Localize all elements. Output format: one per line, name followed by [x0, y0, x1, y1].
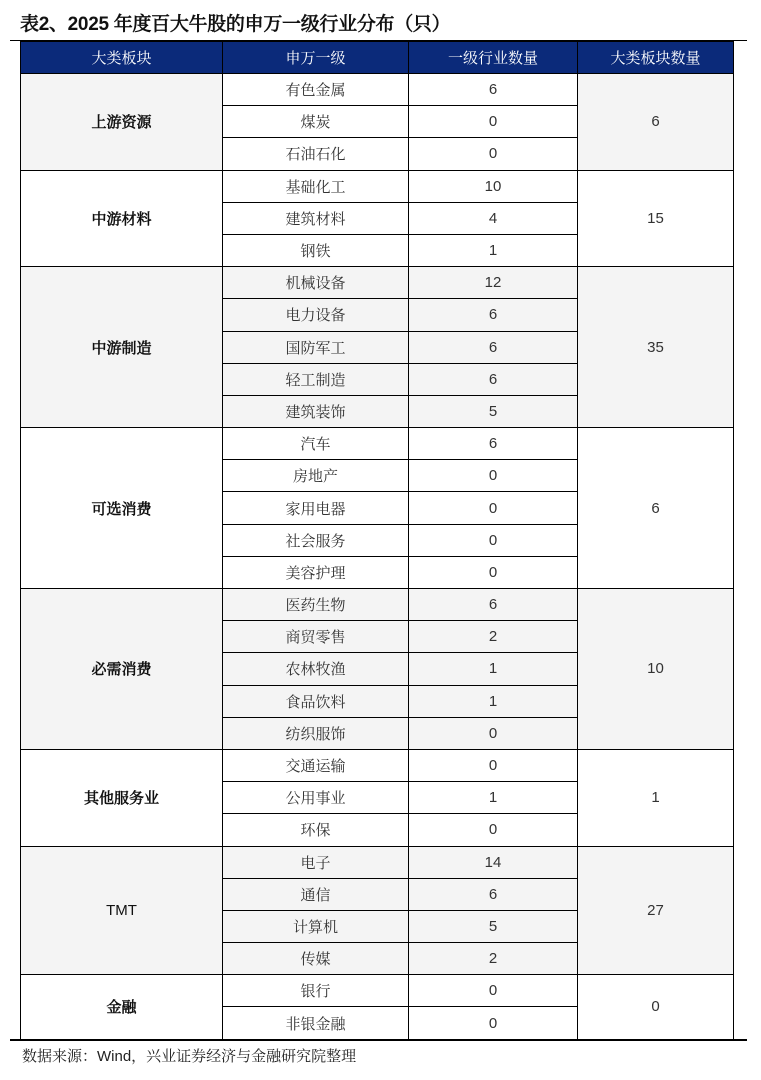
industry-count-cell: 4 — [409, 202, 578, 234]
header-row — [21, 42, 734, 74]
industry-count-cell: 0 — [409, 1007, 578, 1039]
industry-count-cell: 0 — [409, 492, 578, 524]
sector-name-cell: 中游制造 — [21, 267, 223, 428]
table-row — [21, 170, 734, 202]
sector-name-cell: 金融 — [21, 975, 223, 1039]
table-row — [21, 975, 734, 1007]
industry-count-cell: 0 — [409, 524, 578, 556]
industry-name-cell: 电子 — [223, 846, 409, 878]
sector-name-cell: TMT — [21, 846, 223, 975]
industry-count-cell: 1 — [409, 234, 578, 266]
industry-count-cell: 6 — [409, 878, 578, 910]
industry-name-cell: 公用事业 — [223, 782, 409, 814]
sector-name-cell: 上游资源 — [21, 74, 223, 171]
industry-name-cell: 农林牧渔 — [223, 653, 409, 685]
industry-count-cell: 6 — [409, 363, 578, 395]
industry-count-cell: 2 — [409, 943, 578, 975]
sector-count-cell: 6 — [578, 74, 734, 171]
industry-count-cell: 6 — [409, 299, 578, 331]
industry-count-cell: 5 — [409, 395, 578, 427]
industry-count-cell: 6 — [409, 74, 578, 106]
table-row — [21, 267, 734, 299]
industry-name-cell: 建筑材料 — [223, 202, 409, 234]
industry-name-cell: 交通运输 — [223, 749, 409, 781]
industry-name-cell: 商贸零售 — [223, 621, 409, 653]
industry-count-cell: 0 — [409, 556, 578, 588]
industry-name-cell: 计算机 — [223, 910, 409, 942]
industry-name-cell: 家用电器 — [223, 492, 409, 524]
industry-count-cell: 12 — [409, 267, 578, 299]
table-row — [21, 74, 734, 106]
industry-name-cell: 银行 — [223, 975, 409, 1007]
industry-name-cell: 建筑装饰 — [223, 395, 409, 427]
industry-name-cell: 电力设备 — [223, 299, 409, 331]
industry-name-cell: 有色金属 — [223, 74, 409, 106]
industry-name-cell: 环保 — [223, 814, 409, 846]
industry-name-cell: 基础化工 — [223, 170, 409, 202]
industry-name-cell: 轻工制造 — [223, 363, 409, 395]
industry-name-cell: 煤炭 — [223, 106, 409, 138]
sector-count-cell: 35 — [578, 267, 734, 428]
industry-count-cell: 6 — [409, 589, 578, 621]
industry-name-cell: 美容护理 — [223, 556, 409, 588]
industry-name-cell: 医药生物 — [223, 589, 409, 621]
industry-name-cell: 汽车 — [223, 428, 409, 460]
table-title: 表2、2025 年度百大牛股的申万一级行业分布（只） — [20, 14, 451, 35]
industry-count-cell: 0 — [409, 106, 578, 138]
source-note: 数据来源：Wind，兴业证券经济与金融研究院整理 — [22, 1048, 357, 1065]
header-sw-level1: 申万一级 — [223, 42, 409, 74]
sector-name-cell: 中游材料 — [21, 170, 223, 267]
sector-name-cell: 可选消费 — [21, 428, 223, 589]
industry-name-cell: 钢铁 — [223, 234, 409, 266]
industry-count-cell: 2 — [409, 621, 578, 653]
table-row — [21, 846, 734, 878]
industry-name-cell: 食品饮料 — [223, 685, 409, 717]
industry-count-cell: 1 — [409, 653, 578, 685]
industry-name-cell: 机械设备 — [223, 267, 409, 299]
industry-count-cell: 1 — [409, 782, 578, 814]
industry-name-cell: 纺织服饰 — [223, 717, 409, 749]
industry-count-cell: 0 — [409, 138, 578, 170]
industry-name-cell: 社会服务 — [223, 524, 409, 556]
industry-name-cell: 石油石化 — [223, 138, 409, 170]
industry-name-cell: 非银金融 — [223, 1007, 409, 1039]
sector-count-cell: 0 — [578, 975, 734, 1039]
industry-count-cell: 6 — [409, 428, 578, 460]
sector-name-cell: 必需消费 — [21, 589, 223, 750]
table-row — [21, 589, 734, 621]
header-sector: 大类板块 — [21, 42, 223, 74]
header-level1-count: 一级行业数量 — [409, 42, 578, 74]
industry-count-cell: 0 — [409, 460, 578, 492]
header-sector-count: 大类板块数量 — [578, 42, 734, 74]
industry-count-cell: 5 — [409, 910, 578, 942]
table-row — [21, 428, 734, 460]
sector-name-cell: 其他服务业 — [21, 749, 223, 846]
industry-count-cell: 1 — [409, 685, 578, 717]
industry-count-cell: 14 — [409, 846, 578, 878]
sector-count-cell: 15 — [578, 170, 734, 267]
sector-count-cell: 6 — [578, 428, 734, 589]
industry-count-cell: 0 — [409, 749, 578, 781]
sector-count-cell: 1 — [578, 749, 734, 846]
table-row — [21, 749, 734, 781]
industry-distribution-table — [20, 41, 734, 1040]
industry-name-cell: 传媒 — [223, 943, 409, 975]
sector-count-cell: 10 — [578, 589, 734, 750]
sector-count-cell: 27 — [578, 846, 734, 975]
industry-count-cell: 0 — [409, 975, 578, 1007]
industry-count-cell: 6 — [409, 331, 578, 363]
industry-count-cell: 0 — [409, 717, 578, 749]
industry-name-cell: 通信 — [223, 878, 409, 910]
industry-name-cell: 国防军工 — [223, 331, 409, 363]
industry-count-cell: 0 — [409, 814, 578, 846]
industry-count-cell: 10 — [409, 170, 578, 202]
industry-name-cell: 房地产 — [223, 460, 409, 492]
bottom-rule — [10, 1039, 747, 1041]
